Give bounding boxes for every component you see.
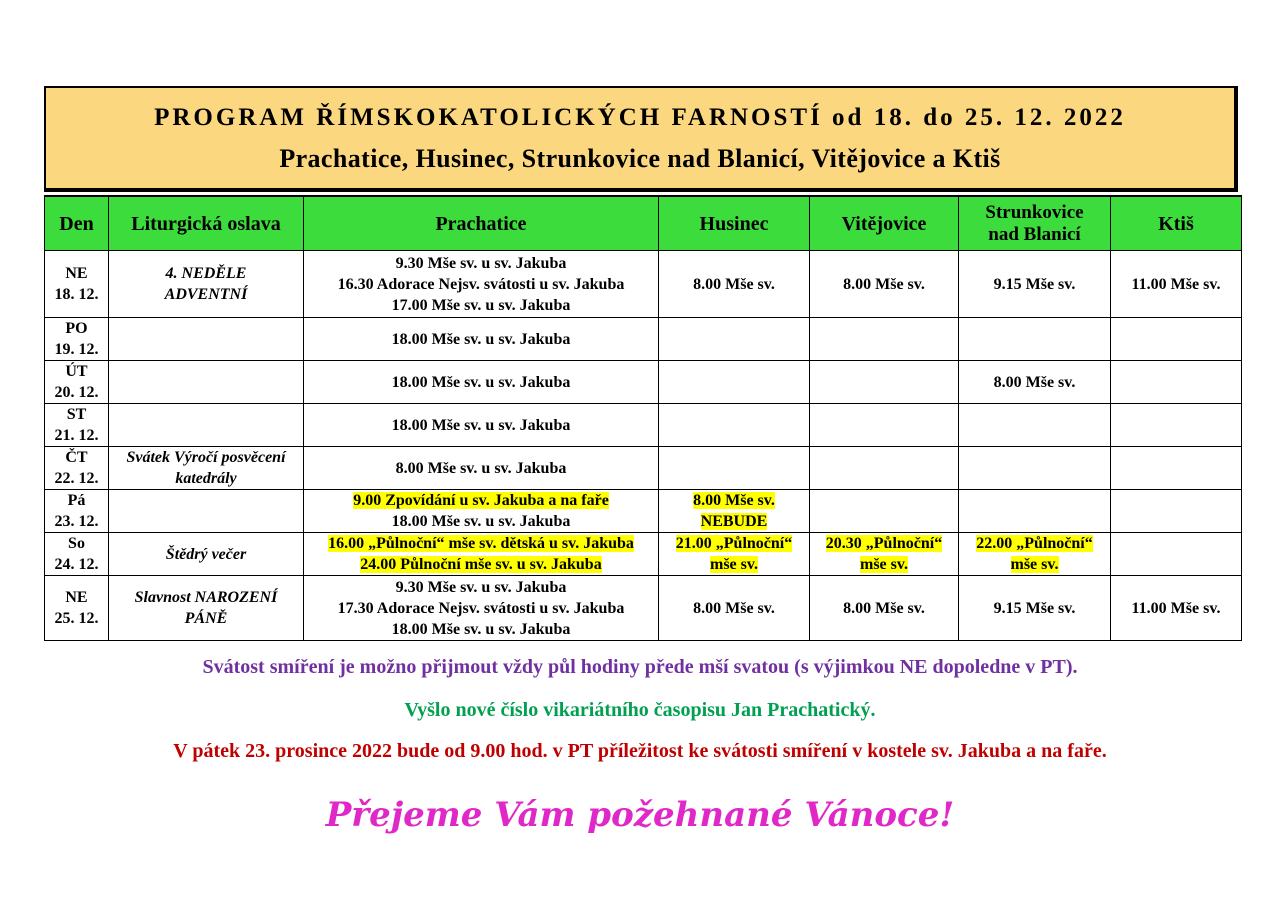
prachatice-cell: 9.30 Mše sv. u sv. Jakuba 17.30 Adorace Nejsv. svátosti u sv. Jakuba 18.00 Mše sv. u sv. Jakuba [304, 576, 659, 641]
prachatice-cell: 8.00 Mše sv. u sv. Jakuba [304, 447, 659, 490]
parishes-subtitle: Prachatice, Husinec, Strunkovice nad Blanicí, Vitějovice a Ktiš [279, 144, 1001, 173]
feast-cell: Slavnost NAROZENÍ PÁNĚ [109, 576, 304, 641]
ktis-cell [1111, 318, 1242, 361]
day-cell: Pá 23. 12. [45, 490, 109, 533]
vitejovice-cell [810, 404, 959, 447]
col-header-vitejovice: Vitějovice [810, 196, 959, 251]
col-header-prachatice: Prachatice [304, 196, 659, 251]
feast-cell: Štědrý večer [109, 533, 304, 576]
ktis-cell [1111, 404, 1242, 447]
table-row [45, 404, 1242, 447]
husinec-cell [659, 404, 810, 447]
prachatice-cell: 9.00 Zpovídání u sv. Jakuba a na faře 18.00 Mše sv. u sv. Jakuba [304, 490, 659, 533]
day-cell: ÚT 20. 12. [45, 361, 109, 404]
feast-cell [109, 361, 304, 404]
ktis-cell [1111, 490, 1242, 533]
table-row [45, 533, 1242, 576]
vitejovice-cell: 8.00 Mše sv. [810, 576, 959, 641]
feast-cell [109, 318, 304, 361]
col-header-husinec: Husinec [659, 196, 810, 251]
strunkovice-cell: 9.15 Mše sv. [959, 251, 1111, 318]
col-header-ktis: Ktiš [1111, 196, 1242, 251]
table-header-row [45, 196, 1242, 251]
program-header [44, 86, 1238, 192]
prachatice-cell: 18.00 Mše sv. u sv. Jakuba [304, 318, 659, 361]
vitejovice-cell [810, 361, 959, 404]
ktis-cell [1111, 533, 1242, 576]
feast-cell [109, 490, 304, 533]
day-cell: ST 21. 12. [45, 404, 109, 447]
table-row [45, 361, 1242, 404]
table-row [45, 490, 1242, 533]
feast-cell [109, 404, 304, 447]
christmas-wish: Přejeme Vám požehnané Vánoce! [325, 795, 955, 835]
prachatice-cell: 18.00 Mše sv. u sv. Jakuba [304, 361, 659, 404]
table-row [45, 447, 1242, 490]
strunkovice-cell [959, 490, 1111, 533]
day-cell: So 24. 12. [45, 533, 109, 576]
husinec-cell: 8.00 Mše sv. NEBUDE [659, 490, 810, 533]
table-row [45, 318, 1242, 361]
vitejovice-cell: 20.30 „Půlnoční“ mše sv. [810, 533, 959, 576]
strunkovice-cell [959, 318, 1111, 361]
ktis-cell [1111, 361, 1242, 404]
vitejovice-cell [810, 318, 959, 361]
table-row [45, 251, 1242, 318]
strunkovice-cell [959, 404, 1111, 447]
husinec-cell [659, 447, 810, 490]
prachatice-cell: 18.00 Mše sv. u sv. Jakuba [304, 404, 659, 447]
table-row [45, 576, 1242, 641]
col-header-feast: Liturgická oslava [109, 196, 304, 251]
strunkovice-cell: 22.00 „Půlnoční“ mše sv. [959, 533, 1111, 576]
day-cell: NE 25. 12. [45, 576, 109, 641]
feast-cell: Svátek Výročí posvěcení katedrály [109, 447, 304, 490]
ktis-cell: 11.00 Mše sv. [1111, 576, 1242, 641]
vitejovice-cell [810, 447, 959, 490]
program-title: PROGRAM ŘÍMSKOKATOLICKÝCH FARNOSTÍ od 18. do 25. 12. 2022 [154, 104, 1126, 131]
husinec-cell: 8.00 Mše sv. [659, 576, 810, 641]
day-cell: PO 19. 12. [45, 318, 109, 361]
vitejovice-cell [810, 490, 959, 533]
vitejovice-cell: 8.00 Mše sv. [810, 251, 959, 318]
day-cell: ČT 22. 12. [45, 447, 109, 490]
prachatice-cell: 9.30 Mše sv. u sv. Jakuba 16.30 Adorace Nejsv. svátosti u sv. Jakuba 17.00 Mše sv. u sv. Jakuba [304, 251, 659, 318]
husinec-cell [659, 361, 810, 404]
confession-note: Svátost smíření je možno přijmout vždy půl hodiny přede mší svatou (s výjimkou NE dopoledne v PT). [202, 656, 1078, 678]
husinec-cell [659, 318, 810, 361]
husinec-cell: 8.00 Mše sv. [659, 251, 810, 318]
strunkovice-cell: 9.15 Mše sv. [959, 576, 1111, 641]
ktis-cell [1111, 447, 1242, 490]
husinec-cell: 21.00 „Půlnoční“ mše sv. [659, 533, 810, 576]
feast-cell: 4. NEDĚLE ADVENTNÍ [109, 251, 304, 318]
prachatice-cell: 16.00 „Půlnoční“ mše sv. dětská u sv. Jakuba 24.00 Půlnoční mše sv. u sv. Jakuba [304, 533, 659, 576]
magazine-note: Vyšlo nové číslo vikariátního časopisu Jan Prachatický. [404, 699, 876, 721]
friday-confession-note: V pátek 23. prosince 2022 bude od 9.00 hod. v PT příležitost ke svátosti smíření v kostele sv. Jakuba a na faře. [173, 740, 1107, 762]
strunkovice-cell [959, 447, 1111, 490]
strunkovice-cell: 8.00 Mše sv. [959, 361, 1111, 404]
ktis-cell: 11.00 Mše sv. [1111, 251, 1242, 318]
schedule-table [44, 195, 1242, 641]
day-cell: NE 18. 12. [45, 251, 109, 318]
col-header-day: Den [45, 196, 109, 251]
col-header-strunkovice: Strunkovice nad Blanicí [959, 196, 1111, 251]
